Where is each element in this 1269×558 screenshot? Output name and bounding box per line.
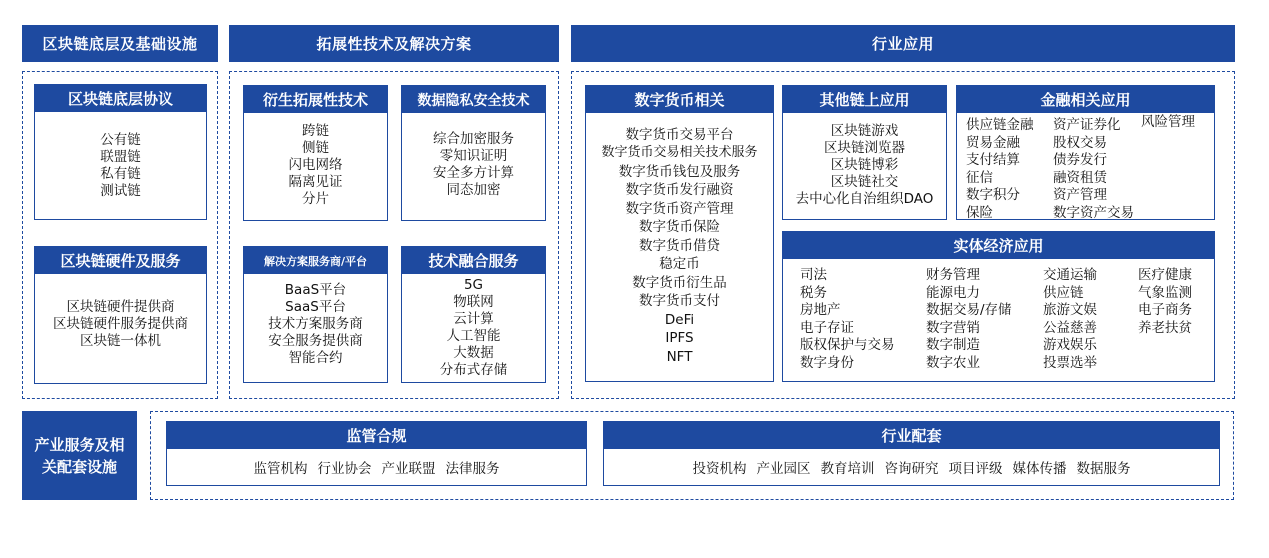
list-item: 侧链 [302,139,329,156]
list-item: BaaS平台 [284,281,347,298]
derived-box [243,85,388,221]
list-item: 游戏娱乐 [1043,337,1097,353]
protocol-title: 区块链底层协议 [35,85,206,112]
list-item: 司法 [800,267,827,283]
list-item: 股权交易 [1053,134,1107,151]
list-item: 电子存证 [800,319,854,336]
protocol-box [34,84,207,220]
list-item: 气象监测 [1138,284,1192,301]
privacy-list [402,113,545,217]
list-item: 分布式存储 [439,362,508,378]
real-col-1 [800,267,895,372]
list-item: 医疗健康 [1138,267,1192,283]
list-item: 供应链 [1043,284,1084,301]
list-item: 供应链金融 [966,117,1034,133]
list-item: 能源电力 [926,284,980,301]
header-extended: 拓展性技术及解决方案 [229,25,559,62]
regulation-box [166,421,587,486]
real-col-4 [1138,267,1192,337]
finance-col-2 [1053,117,1134,222]
list-item: 数字货币钱包及服务 [618,163,741,180]
list-item: 旅游文娱 [1043,302,1097,318]
list-item: 债券发行 [1053,152,1107,168]
list-item: 分片 [302,190,329,207]
derived-title: 衍生拓展性技术 [244,86,387,113]
list-item: 区块链社交 [830,173,899,190]
support-box [603,421,1220,486]
list-item: 联盟链 [100,148,141,165]
regulation-list [167,449,586,485]
finance-title: 金融相关应用 [957,86,1214,113]
list-item: 版权保护与交易 [800,337,895,353]
list-item: 私有链 [100,165,141,182]
currency-box [585,85,774,382]
list-item: 云计算 [453,311,494,327]
list-item: 数字货币发行融资 [625,182,734,199]
list-item: 财务管理 [926,267,980,283]
real-col-2 [926,267,1012,372]
services-side-label: 产业服务及相关配套设施 [22,411,137,500]
list-item: 征信 [966,169,993,186]
list-item: 区块链一体机 [80,332,161,349]
list-item: 数字制造 [926,337,980,353]
hardware-list [35,274,206,374]
list-item: 数字身份 [800,354,854,371]
list-item: 数字营销 [926,319,980,336]
list-item: 稳定币 [659,256,700,273]
list-item: 资产证券化 [1053,117,1121,133]
list-item: 数字资产交易 [1053,204,1134,221]
otherchain-list [783,113,946,217]
list-item: 产业联盟 [381,461,436,477]
list-item: 区块链博彩 [830,156,899,173]
list-item: 数字货币保险 [639,219,720,236]
list-item: 法律服务 [445,461,500,477]
list-item: 数据服务 [1076,461,1131,477]
list-item: 房地产 [800,302,841,318]
list-item: 数字货币交易平台 [625,126,734,143]
list-item: 行业协会 [317,461,372,477]
list-item: 融资租赁 [1053,169,1107,186]
list-item: 跨链 [302,122,329,139]
list-item: 数字货币交易相关技术服务 [601,145,758,161]
list-item: 零知识证明 [439,148,508,164]
list-item: 媒体传播 [1012,461,1067,477]
privacy-box [401,85,546,221]
list-item: 区块链游戏 [830,122,899,139]
list-item: 数字货币衍生品 [632,274,727,291]
list-item: 测试链 [100,182,141,199]
list-item: 贸易金融 [966,134,1020,151]
list-item: 区块链硬件服务提供商 [53,315,188,332]
list-item: 数据交易/存储 [926,302,1012,318]
list-item: 数字货币借贷 [639,237,720,254]
finance-box [956,85,1215,220]
hardware-title: 区块链硬件及服务 [35,247,206,274]
currency-title: 数字货币相关 [586,86,773,113]
finance-col-3 [1141,114,1195,132]
list-item: 公益慈善 [1043,319,1097,336]
real-col-3 [1043,267,1097,372]
otherchain-box [782,85,947,220]
list-item: 区块链硬件提供商 [66,298,175,315]
support-title: 行业配套 [604,422,1219,449]
real-title: 实体经济应用 [783,232,1214,259]
list-item: 区块链浏览器 [824,139,905,156]
real-box [782,231,1215,382]
list-item: 数字货币支付 [639,293,720,310]
list-item: 教育培训 [820,461,875,477]
list-item: 监管机构 [253,461,308,477]
privacy-title: 数据隐私安全技术 [402,86,545,113]
list-item: 物联网 [453,294,494,310]
solutions-list [244,274,387,374]
list-item: 投票选举 [1043,354,1097,371]
list-item: 支付结算 [966,152,1020,168]
list-item: 技术方案服务商 [268,315,363,332]
currency-list [586,113,773,379]
list-item: 养老扶贫 [1138,319,1192,336]
header-industry: 行业应用 [571,25,1235,62]
list-item: DeFi [664,311,695,328]
derived-list [244,113,387,217]
list-item: 数字农业 [926,354,980,371]
protocol-list [35,112,206,219]
list-item: 电子商务 [1138,302,1192,318]
list-item: 风险管理 [1141,114,1195,130]
list-item: 隔离见证 [288,173,343,190]
list-item: SaaS平台 [285,298,346,315]
list-item: 数字积分 [966,187,1020,203]
list-item: 项目评级 [948,461,1003,477]
list-item: 投资机构 [692,461,747,477]
list-item: IPFS [665,330,694,347]
list-item: 闪电网络 [288,156,343,173]
hardware-box [34,246,207,384]
list-item: 保险 [966,204,993,221]
list-item: 交通运输 [1043,267,1097,283]
solutions-box [243,246,388,383]
fusion-list [402,274,545,382]
list-item: 公有链 [100,131,141,148]
finance-col-1 [966,117,1034,222]
list-item: 5G [463,277,484,293]
regulation-title: 监管合规 [167,422,586,449]
solutions-title: 解决方案服务商/平台 [244,247,387,274]
list-item: 智能合约 [288,349,343,366]
list-item: 同态加密 [446,182,501,198]
support-list [604,449,1219,485]
list-item: 咨询研究 [884,461,939,477]
otherchain-title: 其他链上应用 [783,86,946,113]
fusion-title: 技术融合服务 [402,247,545,274]
list-item: 大数据 [453,345,494,361]
header-infra: 区块链底层及基础设施 [22,25,218,62]
list-item: 安全多方计算 [433,165,514,181]
list-item: 产业园区 [756,461,811,477]
list-item: NFT [666,348,693,365]
list-item: 综合加密服务 [433,131,514,147]
list-item: 去中心化自治组织DAO [795,190,934,207]
list-item: 资产管理 [1053,187,1107,203]
list-item: 安全服务提供商 [268,332,363,349]
list-item: 数字货币资产管理 [625,200,734,217]
fusion-box [401,246,546,383]
list-item: 人工智能 [446,328,501,344]
list-item: 税务 [800,284,827,301]
